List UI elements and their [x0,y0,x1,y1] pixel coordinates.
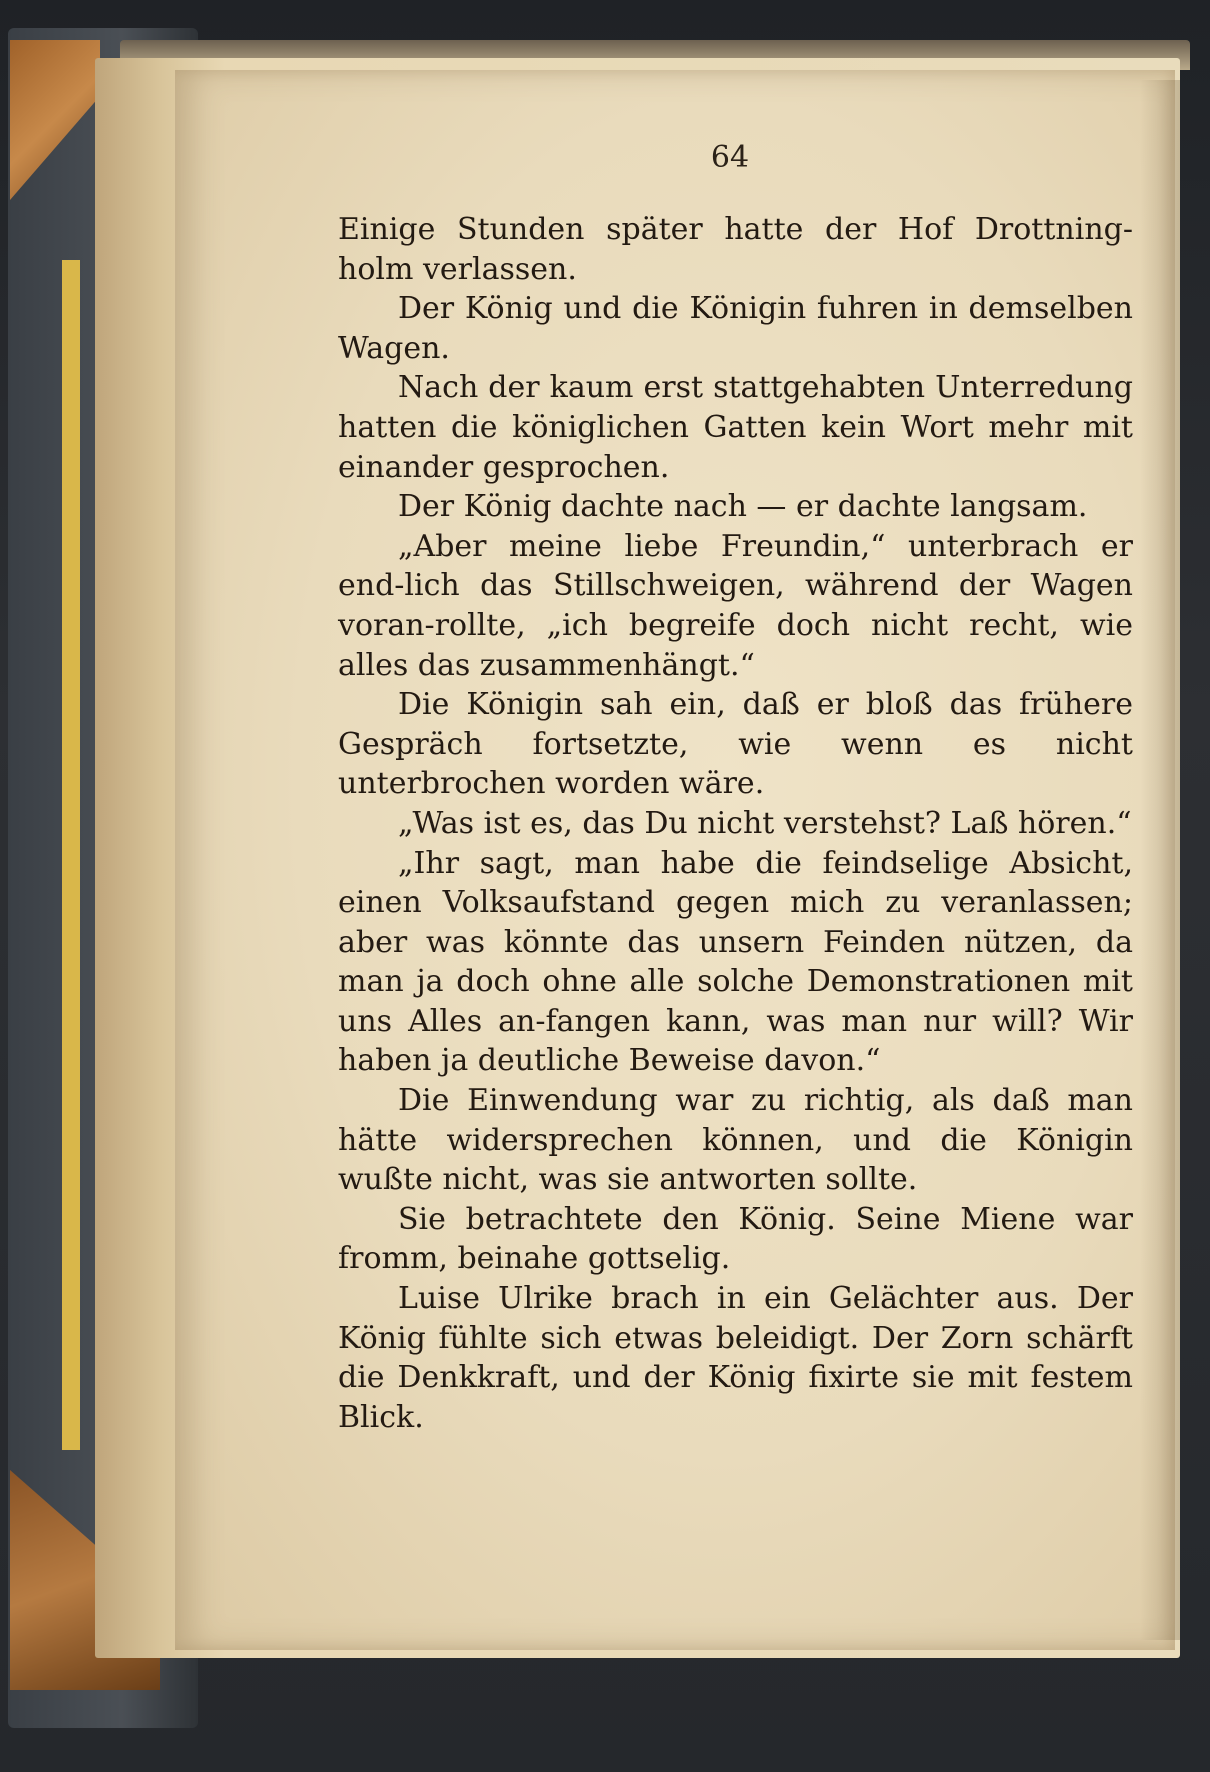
paragraph: Die Einwendung war zu richtig, als daß man hätte widersprechen können, und die Königin wußte nicht, was sie antworten sollte. [338,1083,1133,1198]
page-number: 64 [710,140,750,175]
paragraph: Die Königin sah ein, daß er bloß das frühere Gespräch fortsetzte, wie wenn es nicht unterbrochen worden wäre. [338,687,1133,802]
paragraph: Nach der kaum erst stattgehabten Unterredung hatten die königlichen Gatten kein Wort mehr mit einander gesprochen. [338,370,1133,485]
paragraph: Der König und die Königin fuhren in demselben Wagen. [338,291,1133,366]
paragraph: Der König dachte nach — er dachte langsam. [398,489,1088,525]
paragraph: Einige Stunden später hatte der Hof Drottning-holm verlassen. [338,212,1133,287]
paragraph: „Ihr sagt, man habe die feindselige Absicht, einen Volksaufstand gegen mich zu veranlassen; aber was könnte das unsern Feinden nützen, da man ja doch ohne alle solche Demonstrationen mit uns Alles an-fangen kann, was man nur will? Wir haben ja deutliche Beweise davon.“ [338,845,1133,1079]
paragraph: Luise Ulrike brach in ein Gelächter aus. Der König fühlte sich etwas beleidigt. Der Zorn schärft die Denkkraft, und der König fixirte sie mit festem Blick. [338,1281,1133,1435]
paragraph: Sie betrachtete den König. Seine Miene war fromm, beinahe gottselig. [338,1201,1133,1277]
body-text [338,210,1133,1437]
page-right-shadow [1140,80,1180,1640]
paragraph: „Aber meine liebe Freundin,“ unterbrach er end-lich das Stillschweigen, während der Wagen voran-rollte, „ich begreife doch nicht recht, wie alles das zusammenhängt.“ [338,528,1133,683]
spine-strip [62,260,80,1450]
paragraph: „Was ist es, das Du nicht verstehst? Laß hören.“ [398,805,1132,841]
